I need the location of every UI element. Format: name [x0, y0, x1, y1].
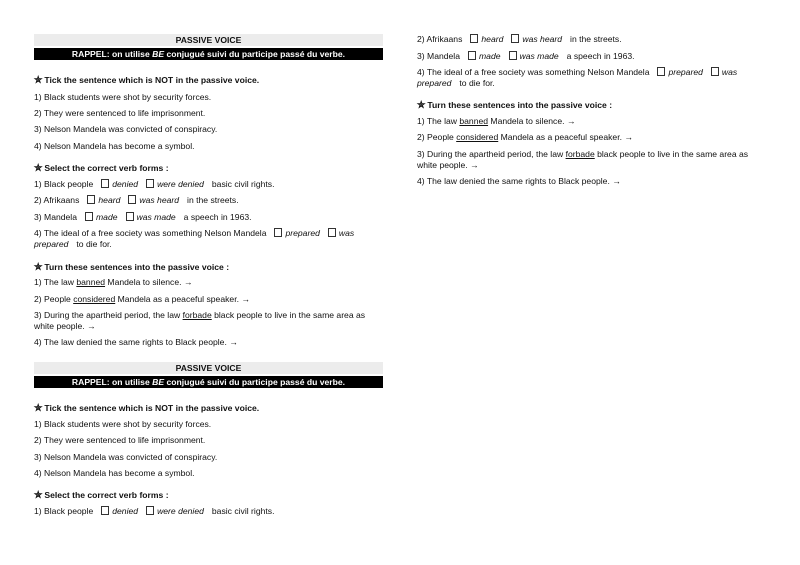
section-heading: ✮ Select the correct verb forms :	[34, 163, 169, 174]
rappel-banner	[34, 48, 383, 60]
checkbox[interactable]	[509, 51, 517, 60]
star-icon: ✮	[34, 262, 43, 273]
verb-choice-item: 2) Afrikaans heard was heard in the streets.	[34, 195, 239, 205]
star-icon: ✮	[34, 163, 43, 174]
star-icon: ✮	[34, 403, 43, 414]
transform-item: 3) During the apartheid period, the law forbade black people to live in the same area as white people. →	[34, 310, 366, 331]
transform-item: 1) The law banned Mandela to silence. →	[34, 277, 193, 287]
checkbox[interactable]	[468, 51, 476, 60]
checkbox[interactable]	[511, 34, 519, 43]
rappel-prefix: RAPPEL: on utilise	[71, 49, 153, 59]
transform-item: 4) The law denied the same rights to Black people. →	[417, 176, 621, 186]
section-heading: ✮ Turn these sentences into the passive voice :	[417, 100, 613, 111]
list-item: 4) Nelson Mandela has become a symbol.	[34, 141, 195, 151]
verb-choice-item: 2) Afrikaans heard was heard in the streets.	[417, 34, 622, 44]
section-heading: ✮ Turn these sentences into the passive voice :	[34, 262, 230, 273]
title-text: PASSIVE VOICE	[34, 362, 383, 374]
checkbox[interactable]	[328, 228, 336, 237]
verb-choice-item: 3) Mandela made was made a speech in 1963.	[417, 51, 635, 61]
section-heading: ✮ Tick the sentence which is NOT in the passive voice.	[34, 403, 260, 414]
checkbox[interactable]	[146, 506, 154, 515]
verb-choice-item: 4) The ideal of a free society was something Nelson Mandela prepared was prepared to die for.	[34, 228, 355, 249]
verb-choice-item: 1) Black people denied were denied basic civil rights.	[34, 506, 275, 516]
transform-item: 1) The law banned Mandela to silence. →	[417, 116, 576, 126]
checkbox[interactable]	[274, 228, 282, 237]
transform-item: 4) The law denied the same rights to Black people. →	[34, 337, 238, 347]
worksheet-title	[34, 34, 383, 60]
checkbox[interactable]	[87, 195, 95, 204]
transform-item: 2) People considered Mandela as a peaceful speaker. →	[34, 294, 250, 304]
star-icon: ✮	[417, 100, 426, 111]
rappel-banner: RAPPEL: on utilise BE conjugué suivi du participe passé du verbe.	[34, 376, 383, 388]
list-item: 1) Black students were shot by security forces.	[34, 419, 212, 429]
worksheet-title	[34, 362, 383, 388]
section-heading: ✮ Tick the sentence which is NOT in the passive voice.	[34, 75, 260, 86]
star-icon: ✮	[34, 75, 43, 86]
list-item: 1) Black students were shot by security forces.	[34, 92, 212, 102]
checkbox[interactable]	[101, 179, 109, 188]
list-item: 3) Nelson Mandela was convicted of conspiracy.	[34, 452, 218, 462]
list-item: 2) They were sentenced to life imprisonment.	[34, 108, 206, 118]
star-icon: ✮	[34, 490, 43, 501]
verb-choice-item: 1) Black people denied were denied basic civil rights.	[34, 179, 275, 189]
checkbox[interactable]	[470, 34, 478, 43]
checkbox[interactable]	[657, 67, 665, 76]
list-item: 3) Nelson Mandela was convicted of conspiracy.	[34, 124, 218, 134]
transform-item: 3) During the apartheid period, the law forbade black people to live in the same area as white people. →	[417, 149, 749, 170]
rappel-be: BE	[152, 49, 165, 59]
checkbox[interactable]	[146, 179, 154, 188]
checkbox[interactable]	[126, 212, 134, 221]
rappel-suffix: conjugué suivi du participe passé du verbe.	[164, 49, 346, 59]
title-text: PASSIVE VOICE	[34, 34, 383, 46]
verb-choice-item: 3) Mandela made was made a speech in 1963.	[34, 212, 252, 222]
transform-item: 2) People considered Mandela as a peaceful speaker. →	[417, 132, 633, 142]
checkbox[interactable]	[85, 212, 93, 221]
checkbox[interactable]	[128, 195, 136, 204]
section-heading: ✮ Select the correct verb forms :	[34, 490, 169, 501]
checkbox[interactable]	[711, 67, 719, 76]
verb-choice-item: 4) The ideal of a free society was something Nelson Mandela prepared was prepared to die for.	[417, 67, 738, 88]
list-item: 4) Nelson Mandela has become a symbol.	[34, 468, 195, 478]
list-item: 2) They were sentenced to life imprisonment.	[34, 435, 206, 445]
checkbox[interactable]	[101, 506, 109, 515]
